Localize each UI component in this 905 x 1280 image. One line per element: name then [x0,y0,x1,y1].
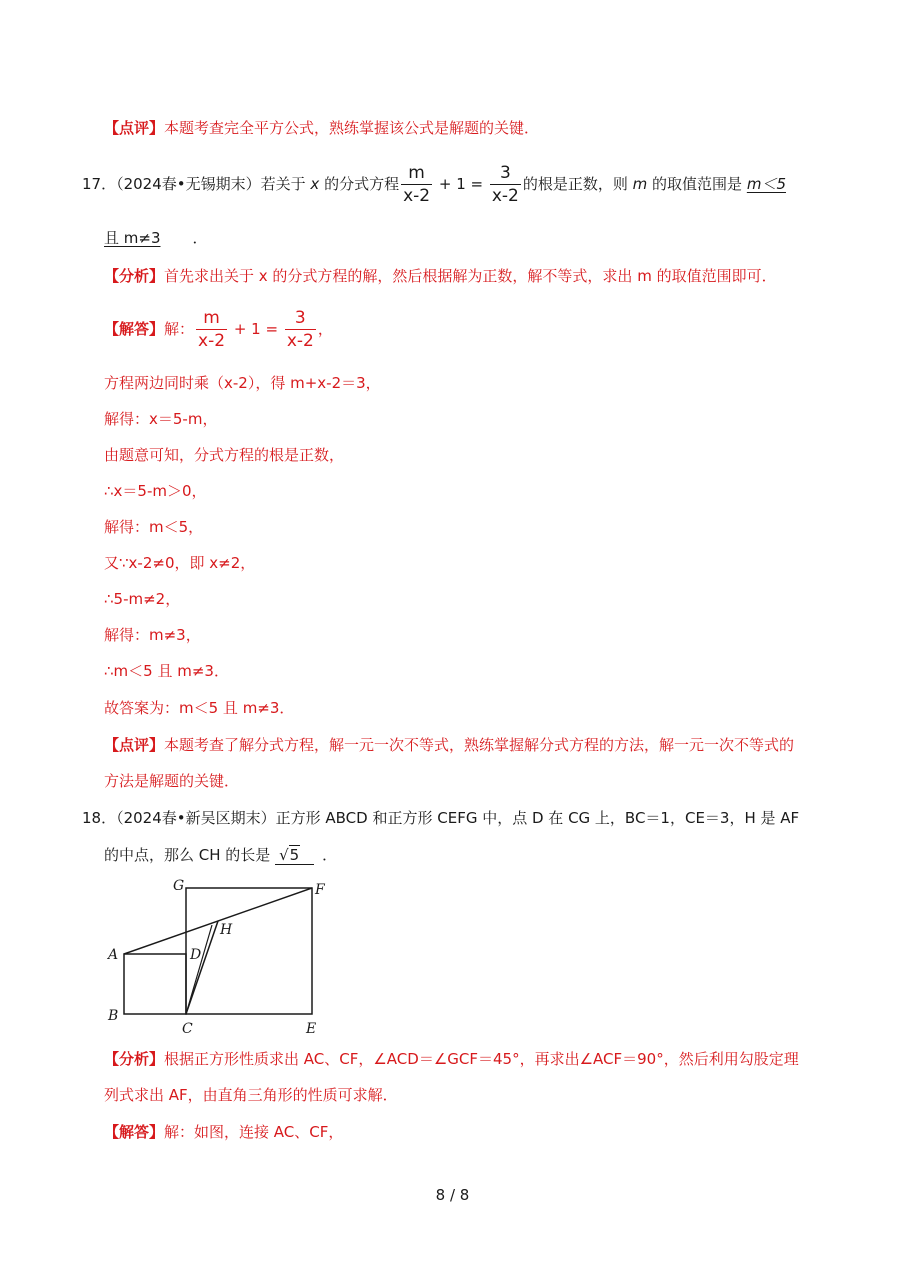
label-c: C [182,1021,193,1037]
comment-text: 本题考查完全平方公式，熟练掌握该公式是解题的关键． [164,119,540,137]
fraction-numerator: 3 [499,163,511,183]
q17-stem-text: 的分式方程 [319,175,400,193]
q17-answer-part1: m＜5 [746,175,786,193]
fraction-denominator: x-2 [198,331,226,351]
comment-text: 本题考查了解分式方程，解一元一次不等式，熟练掌握解分式方程的方法，解一元一次不等式的 [164,736,795,754]
solution-step: 方程两边同时乘（x-2），得 m+x-2＝3， [104,374,381,392]
prev-comment [104,118,539,138]
sqrt-symbol: √5 [279,846,300,864]
q17-answer-line2 [104,228,208,248]
solution-tag: 【解答】 [104,1123,165,1141]
solution-comma: ， [317,320,333,338]
analysis-tag: 【分析】 [104,1050,165,1068]
fraction-denominator: x-2 [491,186,519,206]
segment-ch-inner [186,925,212,1014]
label-d: D [190,947,202,963]
q18-number: 18． [82,809,117,827]
fraction-3-over-x-minus-2 [285,307,316,352]
q17-source: （2024春•无锡期末） [116,175,261,193]
var-m: m [632,175,648,193]
label-h: H [220,922,233,938]
label-a: A [108,947,119,963]
page-number: 8 / 8 [435,1186,470,1204]
fraction-3-over-x-minus-2 [490,162,521,207]
q18-analysis-line2: 列式求出 AF，由直角三角形的性质可求解． [104,1086,398,1104]
solution-tag: 【解答】 [104,320,165,338]
solution-step: 故答案为：m＜5 且 m≠3． [104,699,295,717]
label-g: G [173,878,185,894]
analysis-text: 根据正方形性质求出 AC、CF，∠ACD＝∠GCF＝45°，再求出∠ACF＝90°，然后利用勾股定理 [164,1050,799,1068]
q17-number: 17． [82,175,117,193]
solution-step: ∴x＝5-m＞0， [104,482,207,500]
solution-step: 解得：m＜5， [104,518,204,536]
fraction-m-over-x-minus-2 [401,162,432,207]
analysis-tag: 【分析】 [104,267,165,285]
q18-analysis [104,1049,799,1069]
solution-step: 解得：m≠3， [104,626,201,644]
solution-step: 由题意可知，分式方程的根是正数， [104,446,345,464]
q17-analysis [104,266,777,286]
q18-answer [275,846,314,865]
q17-solution-header [104,306,333,352]
q17-stem [82,161,786,207]
solution-step: ∴5-m≠2， [104,590,181,608]
solution-prefix: 解： [164,320,195,338]
comment-tag: 【点评】 [104,736,165,754]
plus-one-equals: + 1 = [434,175,488,193]
q17-stem-text: 的根是正数，则 [522,175,633,193]
fraction-numerator: m [203,308,220,328]
q17-answer-part2: 且 m≠3 [104,229,161,247]
fraction-denominator: x-2 [286,331,314,351]
solution-text: 解：如图，连接 AC、CF， [164,1123,344,1141]
q17-end: ． [192,229,208,247]
label-f: F [315,882,325,898]
q18-solution [104,1122,343,1142]
q17-comment-line2: 方法是解题的关键． [104,772,240,790]
label-b: B [108,1008,119,1024]
q18-stem-text: 正方形 ABCD 和正方形 CEFG 中，点 D 在 CG 上，BC＝1，CE＝3，H 是 AF [275,809,800,827]
q17-stem-text: 的取值范围是 [647,175,747,193]
fraction-numerator: 3 [294,308,306,328]
label-e: E [306,1021,317,1037]
plus-one-equals: + 1 = [229,320,283,338]
square-abcd [124,954,186,1014]
comment-tag: 【点评】 [104,119,165,137]
geometry-figure [100,870,340,1040]
analysis-text: 首先求出关于 x 的分式方程的解，然后根据解为正数，解不等式，求出 m 的取值范围即可． [164,267,777,285]
solution-step: ∴m＜5 且 m≠3． [104,662,229,680]
var-x: x [310,175,320,193]
segment-ch [186,921,218,1014]
solution-step: 又∵x-2≠0，即 x≠2， [104,554,256,572]
q18-source: （2024春•新吴区期末） [116,809,276,827]
q18-stem [82,808,799,828]
q17-comment [104,735,794,755]
sqrt-radicand: 5 [289,846,300,864]
fraction-numerator: m [408,163,425,183]
q18-end: ． [322,846,338,864]
fraction-denominator: x-2 [403,186,431,206]
q18-stem-line2 [104,845,337,865]
solution-step: 解得：x＝5-m， [104,410,218,428]
q17-stem-text: 若关于 [260,175,311,193]
q18-stem-text: 的中点，那么 CH 的长是 [104,846,276,864]
fraction-m-over-x-minus-2 [196,307,227,352]
